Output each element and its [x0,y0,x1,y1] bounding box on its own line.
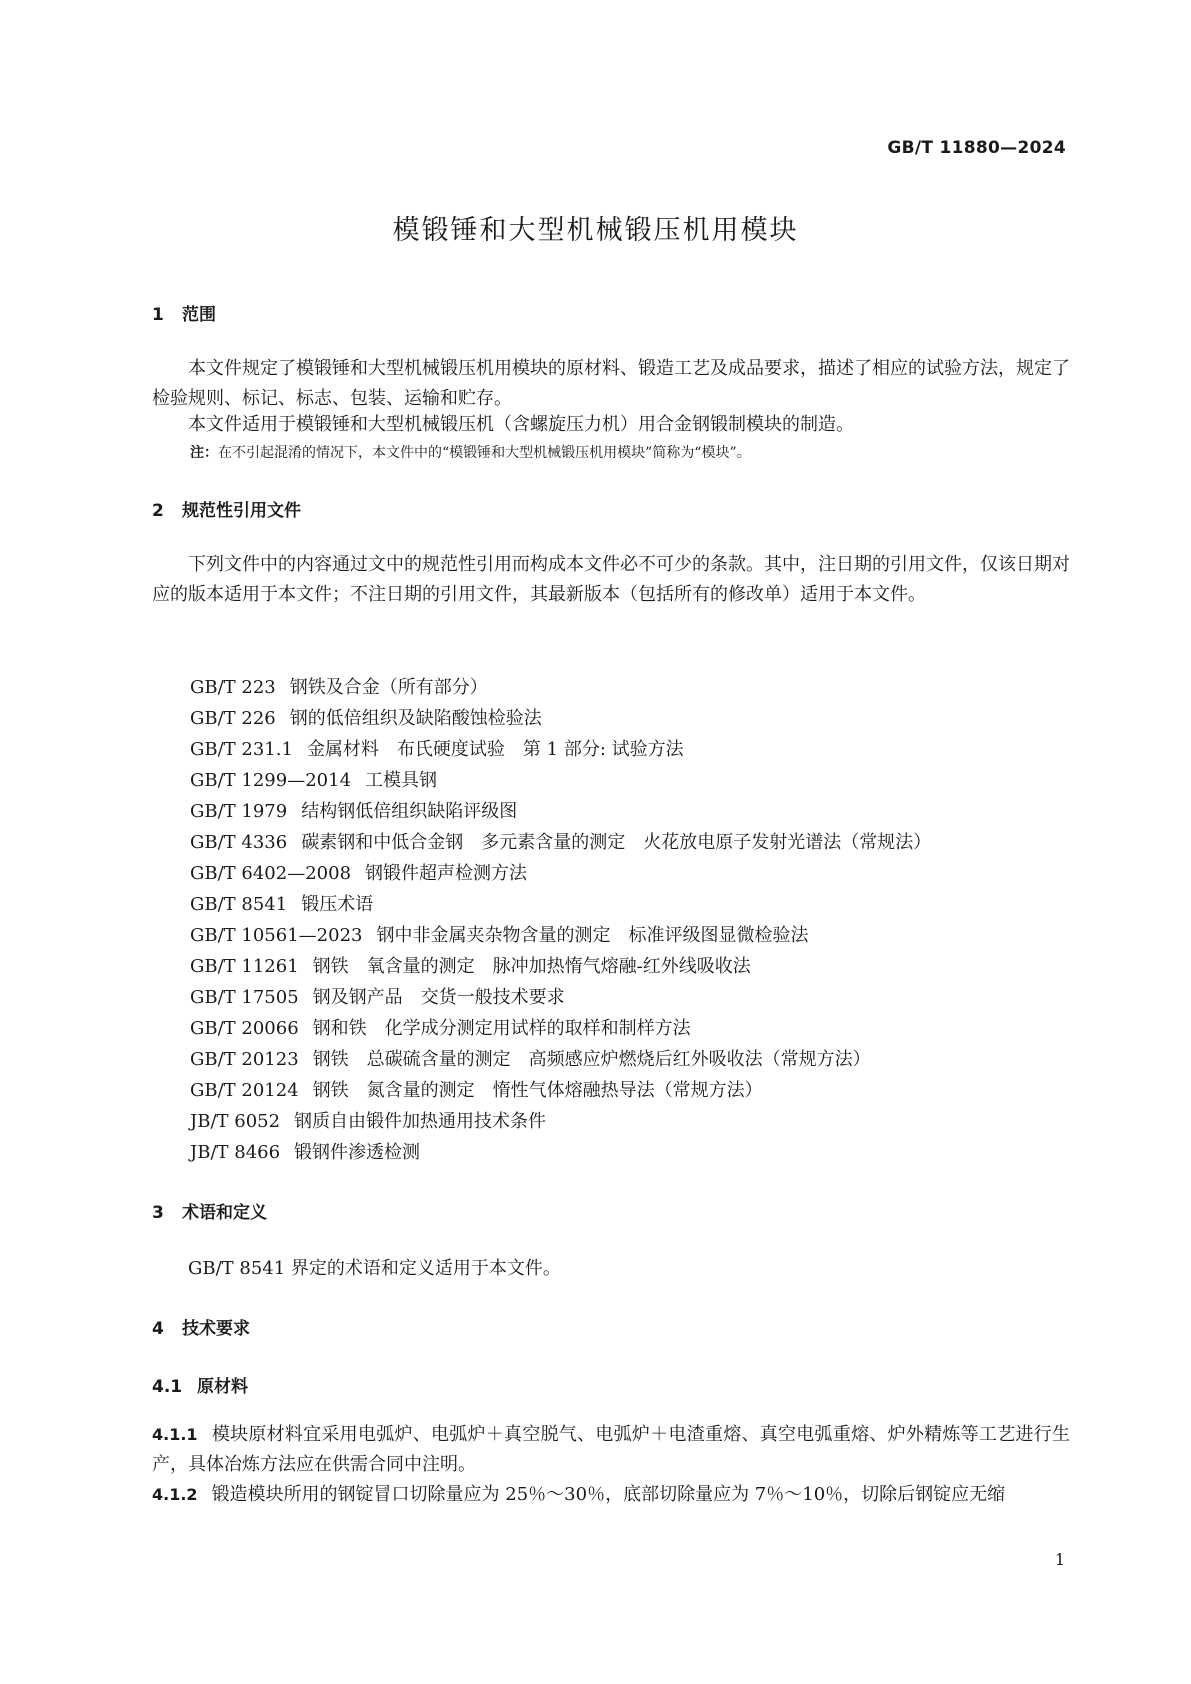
reference-item [190,1106,931,1137]
page-number: 1 [1054,1550,1065,1569]
section-title: 技术要求 [182,1319,250,1339]
reference-code: GB/T 6402—2008 [190,863,352,884]
section-number: 1 [152,305,164,325]
reference-item [190,672,931,703]
section-4-heading [152,1314,250,1339]
reference-title: 钢及钢产品 交货一般技术要求 [312,987,565,1008]
section-title: 术语和定义 [182,1203,267,1223]
reference-title: 锻钢件渗透检测 [294,1142,421,1163]
reference-code: GB/T 10561—2023 [190,925,363,946]
section-number: 3 [152,1203,164,1223]
reference-title: 碳素钢和中低合金钢 多元素含量的测定 火花放电原子发射光谱法（常规法） [301,832,932,853]
reference-item [190,734,931,765]
reference-title: 钢铁 氧含量的测定 脉冲加热惰气熔融-红外线吸收法 [312,956,751,977]
reference-code: GB/T 17505 [190,987,299,1008]
reference-item [190,703,931,734]
reference-code: GB/T 1299—2014 [190,770,352,791]
reference-code: GB/T 231.1 [190,739,293,760]
reference-item [190,1075,931,1106]
reference-code: GB/T 4336 [190,832,288,853]
section-title: 范围 [182,305,216,325]
reference-title: 金属材料 布氏硬度试验 第 1 部分: 试验方法 [306,739,684,760]
section-1-paragraph-2: 本文件适用于模锻锤和大型机械锻压机（含螺旋压力机）用合金钢锻制模块的制造。 [188,414,854,435]
reference-code: GB/T 20066 [190,1018,299,1039]
reference-item [190,1137,931,1168]
reference-item [190,1044,931,1075]
section-1-heading [152,300,216,325]
document-title: 模锻锤和大型机械锻压机用模块 [392,215,799,246]
reference-item [190,765,931,796]
subsection-title: 原材料 [197,1377,248,1397]
reference-code: JB/T 8466 [190,1142,281,1163]
subsection-number: 4.1 [152,1377,183,1397]
reference-title: 钢中非金属夹杂物含量的测定 标准评级图显微检验法 [376,925,809,946]
reference-code: GB/T 8541 [190,894,288,915]
section-2-intro: 下列文件中的内容通过文中的规范性引用而构成本文件必不可少的条款。其中，注日期的引用文件，仅该日期对应的版本适用于本文件；不注日期的引用文件，其最新版本（包括所有的修改单）适用于本文件。 [152,554,1070,605]
reference-code: GB/T 20124 [190,1080,299,1101]
reference-item [190,889,931,920]
reference-item [190,982,931,1013]
section-number: 4 [152,1319,164,1339]
reference-title: 锻压术语 [301,894,374,915]
section-title: 规范性引用文件 [182,501,301,521]
reference-item [190,920,931,951]
reference-item [190,827,931,858]
reference-title: 钢铁 氮含量的测定 惰性气体熔融热导法（常规方法） [312,1080,763,1101]
clause-text: 锻造模块所用的钢锭冒口切除量应为 25％～30％，底部切除量应为 7％～10％，切除后钢锭应无缩 [211,1484,1006,1505]
clause-number: 4.1.1 [152,1425,198,1444]
section-3-paragraph: GB/T 8541 界定的术语和定义适用于本文件。 [188,1258,561,1279]
section-3-heading [152,1198,267,1223]
reference-title: 钢铁 总碳硫含量的测定 高频感应炉燃烧后红外吸收法（常规方法） [312,1049,871,1070]
reference-title: 工模具钢 [365,770,438,791]
reference-code: GB/T 223 [190,677,276,698]
note-label: 注： [190,445,218,461]
section-1-paragraph-1: 本文件规定了模锻锤和大型机械锻压机用模块的原材料、锻造工艺及成品要求，描述了相应的试验方法，规定了检验规则、标记、标志、包装、运输和贮存。 [152,358,1070,409]
reference-title: 钢和铁 化学成分测定用试样的取样和制样方法 [312,1018,691,1039]
reference-code: GB/T 11261 [190,956,299,977]
note-text: 在不引起混淆的情况下，本文件中的“模锻锤和大型机械锻压机用模块”简称为“模块”。 [218,445,751,461]
reference-title: 钢铁及合金（所有部分） [289,677,488,698]
reference-title: 钢锻件超声检测方法 [365,863,528,884]
reference-code: JB/T 6052 [190,1111,281,1132]
standard-number: GB/T 11880—2024 [887,138,1066,158]
section-2-heading [152,496,301,521]
reference-code: GB/T 1979 [190,801,288,822]
reference-item [190,796,931,827]
reference-title: 结构钢低倍组织缺陷评级图 [301,801,518,822]
clause-number: 4.1.2 [152,1485,198,1504]
reference-title: 钢的低倍组织及缺陷酸蚀检验法 [289,708,542,729]
reference-title: 钢质自由锻件加热通用技术条件 [294,1111,547,1132]
reference-item [190,1013,931,1044]
reference-code: GB/T 226 [190,708,276,729]
clause-4-1-1 [152,1420,1070,1480]
subsection-4-1-heading [152,1372,248,1397]
clause-text: 模块原材料宜采用电弧炉、电弧炉＋真空脱气、电弧炉＋电渣重熔、真空电弧重熔、炉外精炼等工艺进行生产，具体冶炼方法应在供需合同中注明。 [152,1424,1070,1475]
reference-item [190,951,931,982]
reference-item [190,858,931,889]
clause-4-1-2 [152,1480,1070,1510]
section-1-note [190,442,751,462]
normative-reference-list [190,672,931,1168]
reference-code: GB/T 20123 [190,1049,299,1070]
section-number: 2 [152,501,164,521]
